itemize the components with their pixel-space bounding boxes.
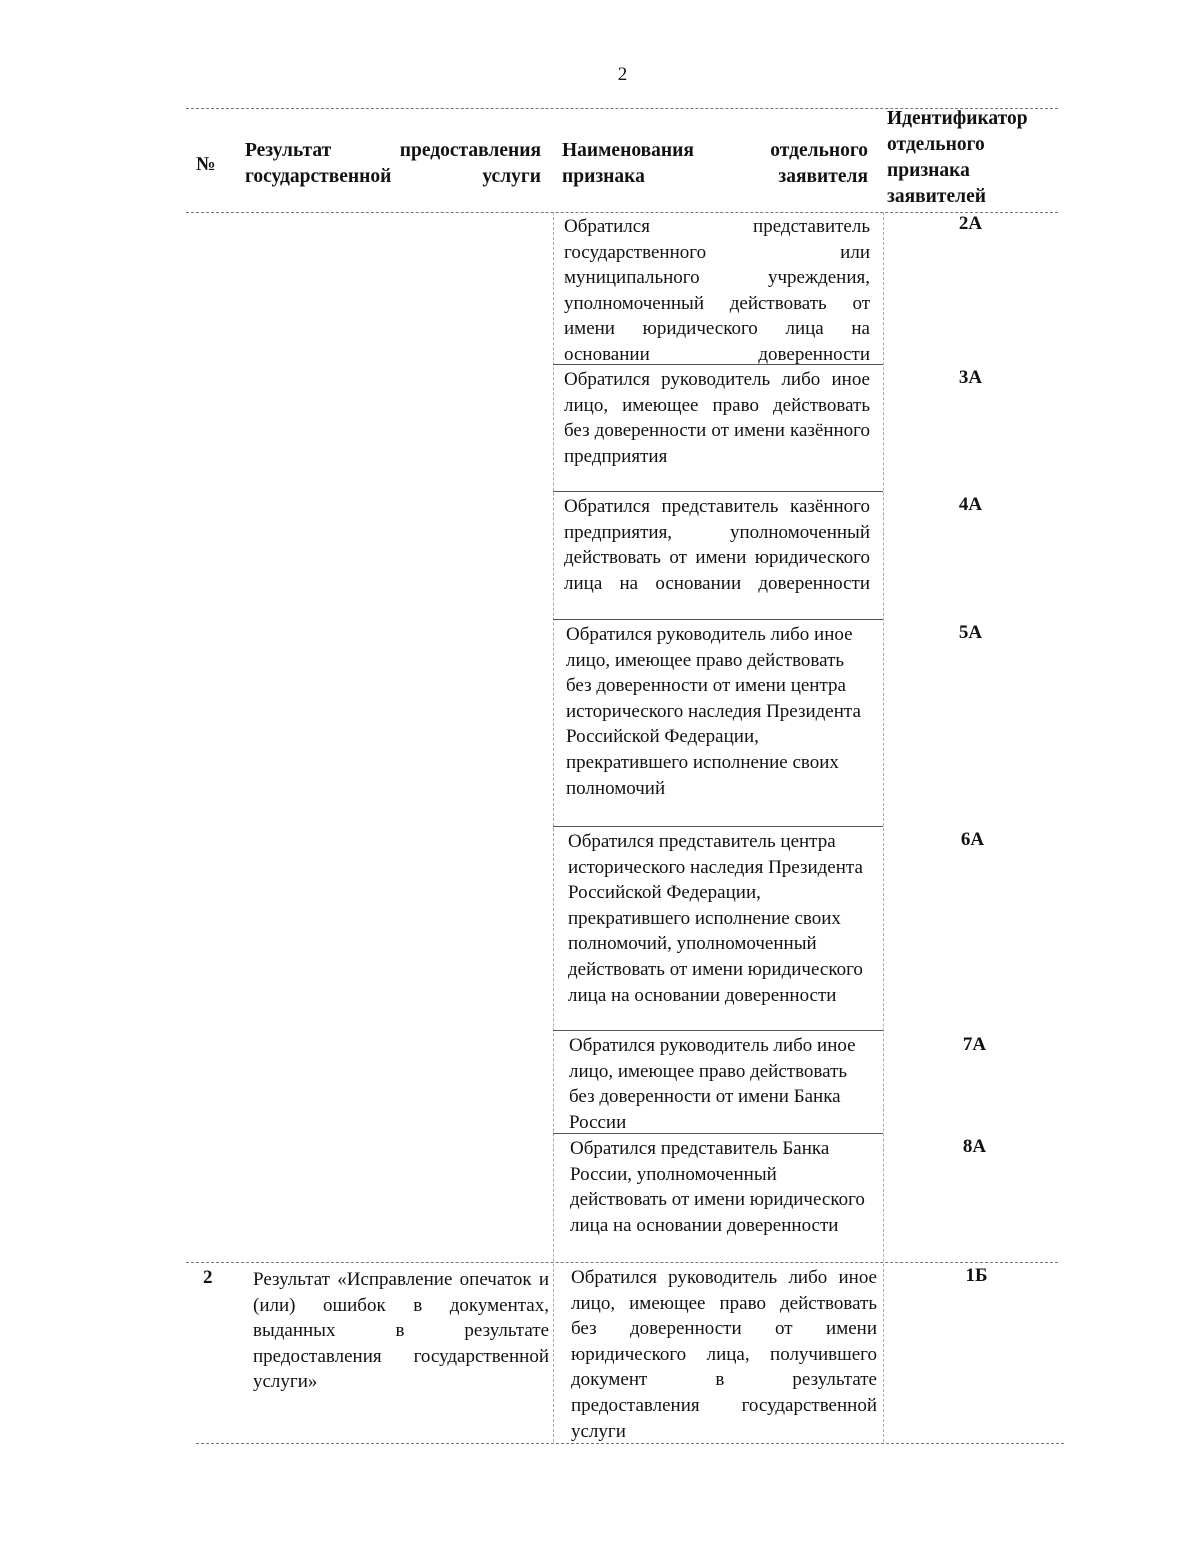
feature-cell: Обратился представитель казённого предприятия, уполномоченный действовать от имени юридического лица на основании доверенности xyxy=(564,496,870,594)
feature-cell: Обратился руководитель либо иное лицо, имеющее право действовать без доверенности от имени казённого предприятия xyxy=(564,369,870,467)
row-divider xyxy=(553,826,883,827)
column-divider xyxy=(553,212,554,1442)
row-divider xyxy=(553,619,883,620)
identifier-cell: 2А xyxy=(958,213,983,234)
feature-cell: Обратился руководитель либо иное лицо, имеющее право действовать без доверенности от имени центра исторического наследия Президента Российской Федерации, прекратившего исполнение своих полномочий xyxy=(566,624,861,799)
row-divider xyxy=(553,1030,883,1031)
identifier-cell: 3А xyxy=(958,367,983,388)
feature-cell: Обратился представитель Банка России, уполномоченный действовать от имени юридического лица на основании доверенности xyxy=(570,1138,865,1236)
row-number: 2 xyxy=(203,1267,213,1288)
feature-cell: Обратился руководитель либо иное лицо, имеющее право действовать без доверенности от имени юридического лица, получившего документ в результате предоставления государственной услуги xyxy=(571,1267,877,1442)
header-feature: Наименования отдельного признака заявителя xyxy=(562,140,868,187)
feature-cell: Обратился руководитель либо иное лицо, имеющее право действовать без доверенности от имени Банка России xyxy=(569,1035,856,1133)
feature-cell: Обратился представитель государственного или муниципального учреждения, уполномоченный действовать от имени юридического лица на основании доверенности xyxy=(564,216,870,365)
identifier-cell: 6А xyxy=(960,829,985,850)
identifier-cell: 5А xyxy=(958,622,983,643)
identifier-cell: 4А xyxy=(958,494,983,515)
result-cell: Результат «Исправление опечаток и (или) ошибок в документах, выданных в результате предоставления государственной услуги» xyxy=(253,1269,549,1393)
header-identifier: Идентификатор отдельного признака заявителей xyxy=(887,108,1028,207)
identifier-cell: 8А xyxy=(962,1136,987,1157)
identifier-cell: 1Б xyxy=(965,1265,988,1286)
identifier-cell: 7А xyxy=(962,1034,987,1055)
row-divider xyxy=(553,491,883,492)
header-number: № xyxy=(196,154,216,175)
feature-cell: Обратился представитель центра исторического наследия Президента Российской Федерации, прекратившего исполнение своих полномочий, уполномоченный действовать от имени юридического лица на основании доверенности xyxy=(568,831,863,1006)
header-result: Результат предоставления государственной услуги xyxy=(245,140,541,187)
row-divider xyxy=(186,1262,1058,1263)
page-number: 2 xyxy=(617,64,628,85)
column-divider xyxy=(883,212,884,1442)
